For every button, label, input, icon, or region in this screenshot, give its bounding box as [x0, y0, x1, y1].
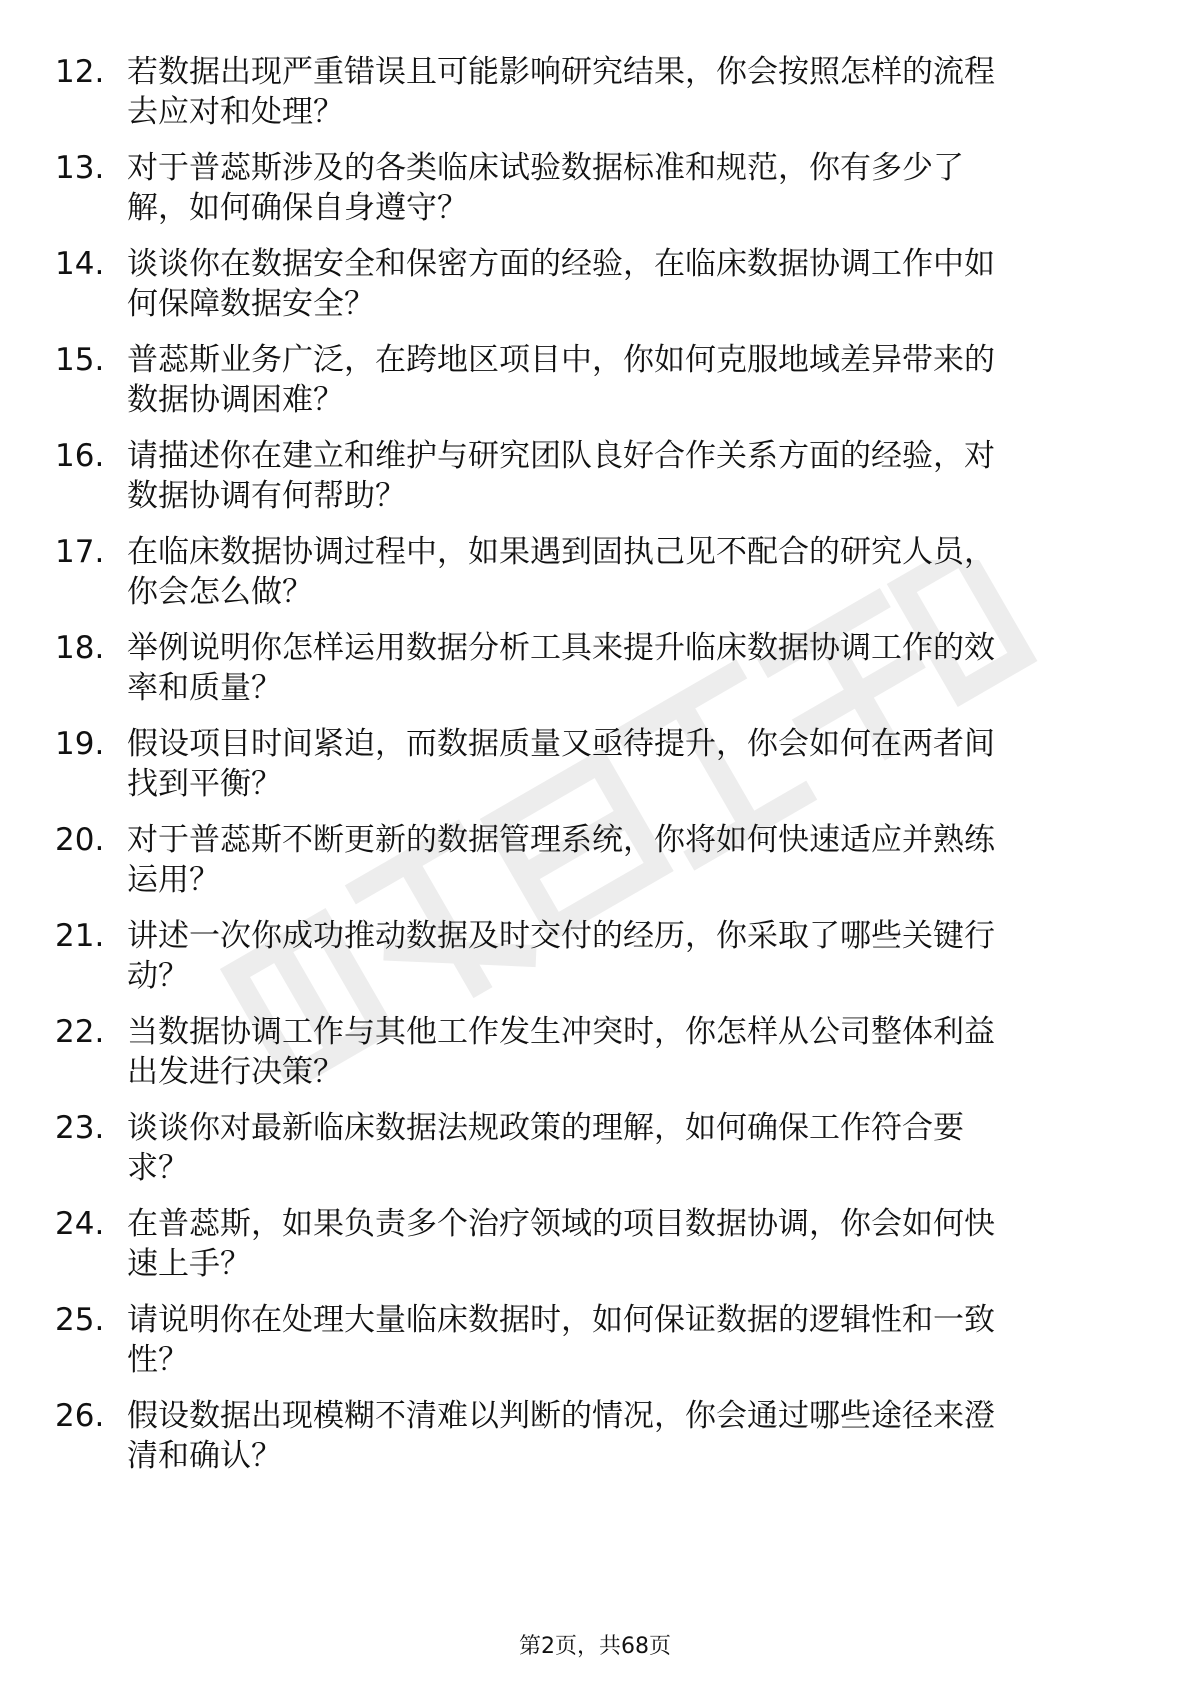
- question-line: 谈谈你对最新临床数据法规政策的理解，如何确保工作符合要: [127, 1110, 964, 1146]
- question-line: 出发进行决策？: [127, 1054, 344, 1090]
- question-line: 率和质量？: [127, 670, 282, 706]
- question-line: 去应对和处理？: [127, 94, 344, 130]
- question-line: 你会怎么做？: [127, 574, 313, 610]
- page-footer: 第2页，共68页: [519, 1634, 671, 1659]
- question-line: 若数据出现严重错误且可能影响研究结果，你会按照怎样的流程: [127, 54, 995, 90]
- question-number: 15.: [55, 342, 105, 378]
- question-number: 14.: [55, 246, 105, 282]
- question-text: [127, 820, 1167, 900]
- question-line: 数据协调有何帮助？: [127, 478, 406, 514]
- question-line: 请说明你在处理大量临床数据时，如何保证数据的逻辑性和一致: [127, 1302, 995, 1338]
- question-number: 21.: [55, 918, 105, 954]
- question-line: 在普蕊斯，如果负责多个治疗领域的项目数据协调，你会如何快: [127, 1206, 995, 1242]
- question-number: 23.: [55, 1110, 105, 1146]
- question-text: [127, 532, 1167, 612]
- question-text: [127, 1300, 1167, 1380]
- question-line: 在临床数据协调过程中，如果遇到固执己见不配合的研究人员，: [127, 534, 995, 570]
- question-number: 22.: [55, 1014, 105, 1050]
- question-number: 13.: [55, 150, 105, 186]
- question-text: [127, 724, 1167, 804]
- question-number: 19.: [55, 726, 105, 762]
- question-line: 清和确认？: [127, 1438, 282, 1474]
- question-line: 找到平衡？: [127, 766, 282, 802]
- question-number: 17.: [55, 534, 105, 570]
- question-line: 假设项目时间紧迫，而数据质量又亟待提升，你会如何在两者间: [127, 726, 995, 762]
- question-text: [127, 1012, 1167, 1092]
- question-line: 何保障数据安全？: [127, 286, 375, 322]
- question-line: 谈谈你在数据安全和保密方面的经验，在临床数据协调工作中如: [127, 246, 995, 282]
- question-line: 假设数据出现模糊不清难以判断的情况，你会通过哪些途径来澄: [127, 1398, 995, 1434]
- question-line: 请描述你在建立和维护与研究团队良好合作关系方面的经验，对: [127, 438, 995, 474]
- question-text: [127, 340, 1167, 420]
- question-text: [127, 916, 1167, 996]
- question-text: [127, 148, 1167, 228]
- question-text: [127, 52, 1167, 132]
- question-text: [127, 1108, 1167, 1188]
- question-text: [127, 244, 1167, 324]
- question-line: 动？: [127, 958, 189, 994]
- question-line: 对于普蕊斯不断更新的数据管理系统，你将如何快速适应并熟练: [127, 822, 995, 858]
- question-number: 24.: [55, 1206, 105, 1242]
- question-number: 25.: [55, 1302, 105, 1338]
- question-text: [127, 1396, 1167, 1476]
- question-number: 18.: [55, 630, 105, 666]
- question-line: 对于普蕊斯涉及的各类临床试验数据标准和规范，你有多少了: [127, 150, 964, 186]
- question-line: 性？: [127, 1342, 189, 1378]
- question-line: 当数据协调工作与其他工作发生冲突时，你怎样从公司整体利益: [127, 1014, 995, 1050]
- question-number: 16.: [55, 438, 105, 474]
- question-text: [127, 1204, 1167, 1284]
- question-line: 运用？: [127, 862, 220, 898]
- question-number: 12.: [55, 54, 105, 90]
- question-line: 普蕊斯业务广泛，在跨地区项目中，你如何克服地域差异带来的: [127, 342, 995, 378]
- question-text: [127, 628, 1167, 708]
- question-line: 举例说明你怎样运用数据分析工具来提升临床数据协调工作的效: [127, 630, 995, 666]
- question-line: 速上手？: [127, 1246, 251, 1282]
- question-line: 数据协调困难？: [127, 382, 344, 418]
- question-number: 26.: [55, 1398, 105, 1434]
- question-line: 求？: [127, 1150, 189, 1186]
- question-text: [127, 436, 1167, 516]
- question-line: 解，如何确保自身遵守？: [127, 190, 468, 226]
- question-line: 讲述一次你成功推动数据及时交付的经历，你采取了哪些关键行: [127, 918, 995, 954]
- question-number: 20.: [55, 822, 105, 858]
